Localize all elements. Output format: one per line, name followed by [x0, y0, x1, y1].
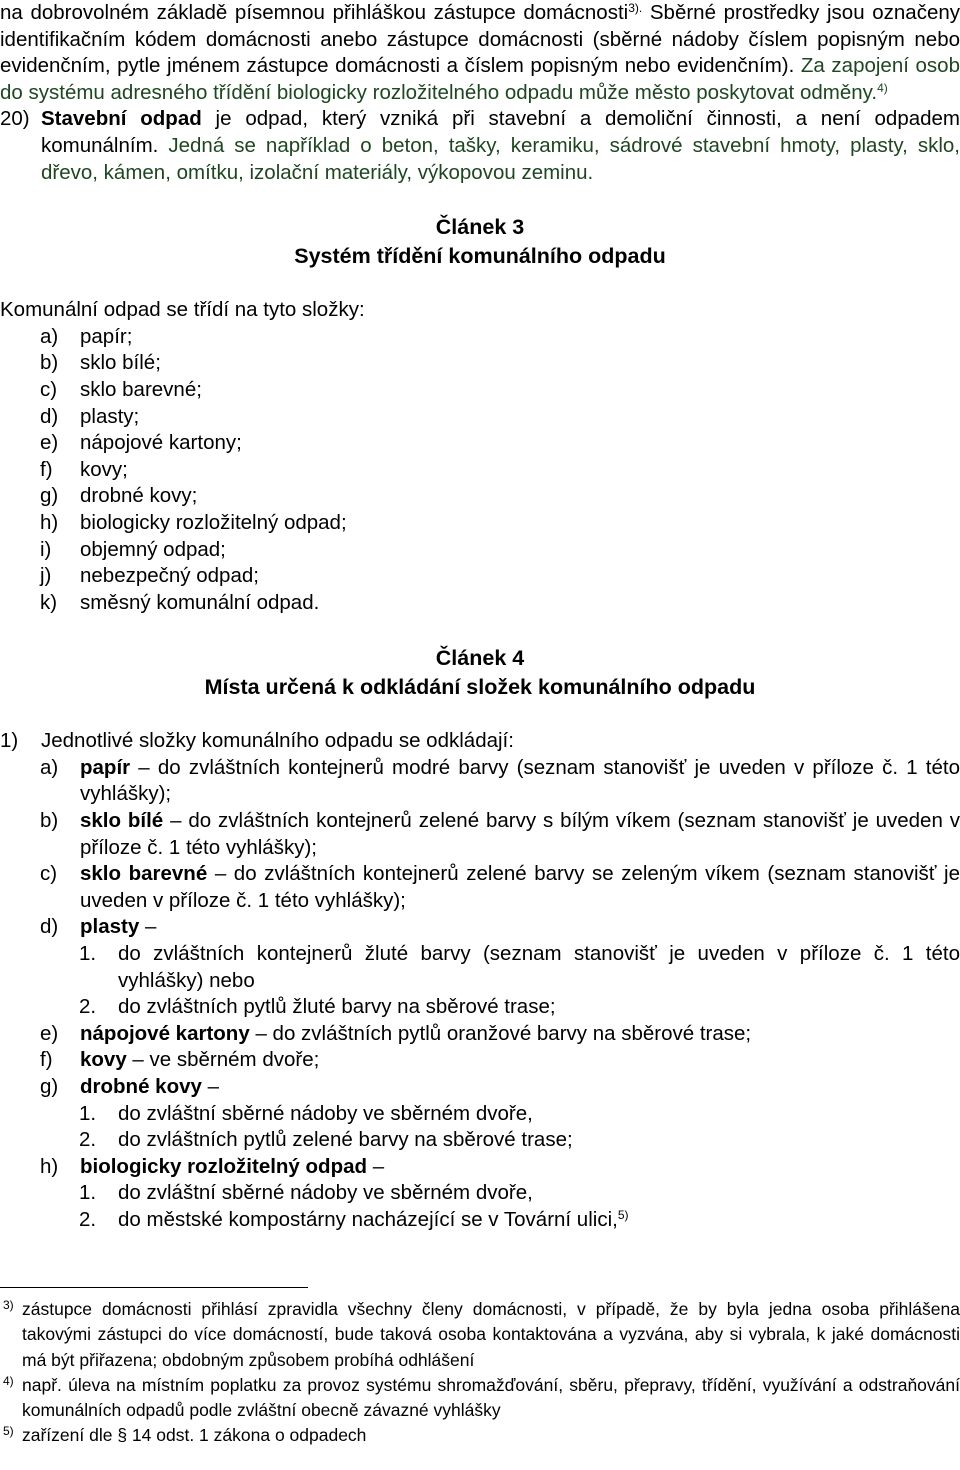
item-20-number: 20) — [0, 107, 30, 131]
disposal-item-label: h) — [40, 1154, 59, 1178]
waste-component-label: g) — [40, 484, 59, 508]
waste-component-item — [0, 404, 960, 431]
disposal-item-c — [0, 861, 960, 914]
item-20-examples: Jedná se například o beton, tašky, keramiku, sádrové stavební hmoty, plasty, sklo, dřevo, kámen, omítku, izolační materiály, výkopovou zeminu. — [41, 133, 960, 184]
disposal-item-d — [0, 914, 960, 941]
waste-component-text: sklo bílé; — [80, 351, 161, 375]
waste-component-text: sklo barevné; — [80, 377, 202, 401]
disposal-item-text: – ve sběrném dvoře; — [126, 1048, 320, 1072]
footnote-ref-5: 5) — [617, 1207, 629, 1222]
subitem-label: 2. — [79, 995, 97, 1019]
disposal-subitem-h2 — [0, 1207, 960, 1234]
disposal-item-text: – — [201, 1075, 219, 1098]
subitem-text: do zvláštní sběrné nádoby ve sběrném dvoře, — [118, 1181, 533, 1205]
paragraph-1-text: Jednotlivé složky komunálního odpadu se odkládají: — [41, 729, 514, 753]
article-3-number: Článek 3 — [435, 215, 525, 240]
waste-component-item — [0, 324, 960, 351]
footnote-mark: 3) — [3, 1298, 14, 1312]
disposal-item-text: – — [367, 1154, 385, 1178]
waste-component-label: j) — [40, 564, 52, 588]
footnote-mark: 5) — [3, 1424, 14, 1439]
item-20-term: Stavební odpad — [41, 107, 202, 131]
disposal-item-term: papír — [80, 755, 131, 779]
waste-component-label: e) — [40, 431, 59, 455]
footnotes — [0, 1297, 960, 1449]
waste-component-item — [0, 377, 960, 404]
footnote-mark: 4) — [3, 1373, 14, 1388]
disposal-subitem-d1 — [0, 941, 960, 994]
footnote-ref-3: 3). — [628, 1, 643, 15]
disposal-item-label: c) — [40, 862, 58, 886]
waste-component-text: nebezpečný odpad; — [80, 564, 259, 588]
subitem-text: do zvláštních kontejnerů žluté barvy (seznam stanovišť je uveden v příloze č. 1 této vyhlášky) nebo — [118, 942, 960, 992]
waste-component-text: směsný komunální odpad. — [80, 590, 320, 614]
footnote-4 — [0, 1373, 960, 1424]
disposal-item-term: nápojové kartony — [80, 1021, 250, 1045]
waste-component-text: nápojové kartony; — [80, 431, 242, 455]
disposal-item-label: f) — [40, 1048, 53, 1072]
disposal-item-h — [0, 1154, 960, 1181]
waste-component-text: kovy; — [80, 457, 128, 481]
waste-component-text: biologicky rozložitelný odpad; — [80, 510, 347, 534]
waste-component-text: objemný odpad; — [80, 537, 226, 561]
subitem-text: do zvláštních pytlů žluté barvy na sběrové trase; — [118, 995, 556, 1019]
disposal-item-f — [0, 1047, 960, 1074]
subitem-label: 1. — [79, 1181, 97, 1205]
disposal-item-term: plasty — [80, 915, 140, 939]
disposal-item-term: sklo barevné — [80, 862, 208, 886]
subitem-text: do městské kompostárny nacházející se v Tovární ulici, — [118, 1207, 618, 1231]
disposal-item-label: g) — [40, 1075, 59, 1098]
item-20-text — [41, 106, 960, 186]
waste-component-label: b) — [40, 351, 59, 375]
footnote-text: zástupce domácnosti přihlásí zpravidla všechny členy domácnosti, v případě, že by byla jedna osoba přihlášena takovými zástupci do více domácností, bude taková osoba kontaktována a vyzvána, aby si vybrala, k jaké domácnosti má být přiřazena; obdobným způsobem probíhá odhlášení — [22, 1299, 960, 1370]
subitem-text: do zvláštní sběrné nádoby ve sběrném dvoře, — [118, 1101, 533, 1125]
article-3-heading — [0, 213, 960, 271]
intro-text — [0, 0, 960, 106]
intro-paragraph — [0, 0, 960, 106]
waste-component-item — [0, 510, 960, 537]
disposal-subitem-g2 — [0, 1127, 960, 1154]
disposal-item-label: e) — [40, 1021, 59, 1045]
article-3-intro: Komunální odpad se třídí na tyto složky: — [0, 298, 365, 322]
waste-component-item — [0, 537, 960, 564]
disposal-item-b — [0, 808, 960, 861]
disposal-subitem-h1 — [0, 1180, 960, 1207]
disposal-item-text: – do zvláštních kontejnerů modré barvy (seznam stanovišť je uveden v příloze č. 1 této vyhlášky); — [80, 755, 960, 806]
waste-component-item — [0, 457, 960, 484]
waste-component-item — [0, 483, 960, 510]
disposal-subitem-g1 — [0, 1101, 960, 1128]
disposal-item-label: d) — [40, 915, 59, 939]
waste-component-text: drobné kovy; — [80, 484, 198, 508]
item-20 — [0, 106, 960, 186]
subitem-label: 1. — [79, 1101, 97, 1125]
waste-component-item — [0, 563, 960, 590]
footnote-3 — [0, 1297, 960, 1373]
waste-component-item — [0, 590, 960, 617]
waste-component-item — [0, 350, 960, 377]
waste-component-label: i) — [40, 537, 52, 561]
subitem-text: do zvláštních pytlů zelené barvy na sběrové trase; — [118, 1128, 573, 1152]
disposal-item-a — [0, 755, 960, 808]
waste-component-label: a) — [40, 324, 59, 348]
disposal-item-text: – — [139, 915, 157, 939]
waste-component-label: h) — [40, 510, 59, 534]
article-3-list — [0, 324, 960, 617]
waste-component-label: d) — [40, 404, 59, 428]
waste-component-item — [0, 430, 960, 457]
footnote-text: např. úleva na místním poplatku za provoz systému shromažďování, sběru, přepravy, třídění, využívání a odstraňování komunálních odpadů podle zvláštní obecně závazné vyhlášky — [22, 1374, 960, 1421]
waste-component-label: f) — [40, 457, 53, 481]
disposal-item-term: drobné kovy — [80, 1075, 202, 1098]
disposal-item-text: – do zvláštních kontejnerů zelené barvy s bílým víkem (seznam stanovišť je uveden v příloze č. 1 této vyhlášky); — [80, 809, 960, 859]
waste-component-text: papír; — [80, 324, 133, 348]
footnote-ref-4: 4) — [877, 80, 888, 95]
item-20-definition: je odpad, který vzniká při stavební a demoliční činnosti, a není odpadem komunálním. — [41, 107, 960, 157]
article-4-number: Článek 4 — [435, 646, 525, 671]
intro-text-start: na dobrovolném základě písemnou přihláškou zástupce domácnosti — [0, 1, 629, 24]
subitem-label: 2. — [79, 1128, 97, 1152]
footnote-text: zařízení dle § 14 odst. 1 zákona o odpadech — [22, 1425, 367, 1446]
disposal-item-e — [0, 1021, 960, 1048]
disposal-item-term: biologicky rozložitelný odpad — [80, 1154, 368, 1178]
subitem-label: 1. — [79, 942, 97, 966]
disposal-item-text: – do zvláštních kontejnerů zelené barvy se zeleným víkem (seznam stanovišť je uveden v příloze č. 1 této vyhlášky); — [80, 862, 960, 912]
subitem-label: 2. — [79, 1207, 97, 1231]
disposal-item-label: a) — [40, 755, 59, 779]
intro-text-green: Za zapojení osob do systému adresného třídění biologicky rozložitelného odpadu může město poskytovat odměny. — [0, 54, 960, 104]
article-4-heading — [0, 644, 960, 702]
waste-component-label: k) — [40, 590, 58, 614]
footnote-separator — [0, 1287, 308, 1288]
article-3-title: Systém třídění komunálního odpadu — [294, 244, 666, 269]
intro-text-rest: Sběrné prostředky jsou označeny identifikačním kódem domácnosti anebo zástupce domácnosti (sběrné nádoby číslem popisným nebo evidenčním, pytle jménem zástupce domácnosti a číslem popisným nebo evidenčním). — [0, 1, 960, 78]
disposal-item-text: – do zvláštních pytlů oranžové barvy na sběrové trase; — [249, 1021, 752, 1045]
paragraph-1-number: 1) — [0, 729, 19, 753]
disposal-item-label: b) — [40, 809, 59, 833]
article-4-title: Místa určená k odkládání složek komunálního odpadu — [204, 675, 756, 700]
disposal-subitem-d2 — [0, 994, 960, 1021]
disposal-item-term: kovy — [80, 1048, 127, 1072]
disposal-item-g — [0, 1074, 960, 1101]
waste-component-label: c) — [40, 377, 58, 401]
disposal-item-term: sklo bílé — [80, 809, 164, 833]
article-4-paragraph-1 — [0, 728, 960, 755]
footnote-5 — [0, 1423, 960, 1448]
waste-component-text: plasty; — [80, 404, 140, 428]
